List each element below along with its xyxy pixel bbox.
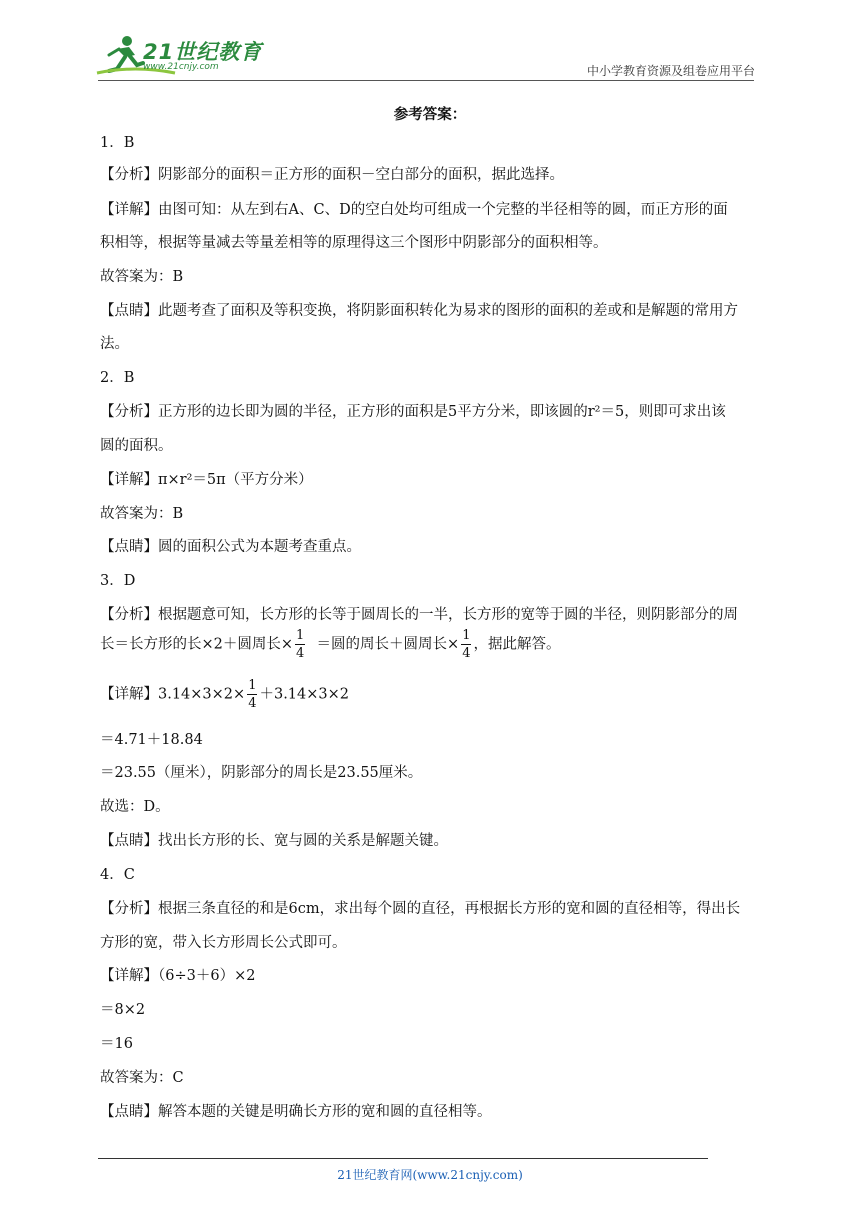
- footer-link[interactable]: 21世纪教育网(www.21cnjy.com): [337, 1168, 523, 1182]
- q3-analysis-2-part-b: ＝圆的周长＋圆周长×: [316, 636, 460, 653]
- q3-analysis-2-part-a: 长＝长方形的长×2＋圆周长×: [100, 636, 294, 653]
- fraction-denominator: 4: [248, 696, 257, 711]
- q1-answer: 1．B: [100, 135, 135, 151]
- q3-detail-part-a: 【详解】3.14×3×2×: [100, 686, 246, 703]
- logo-wordmark: 21世纪教育: [143, 40, 263, 64]
- q2-conclusion: 故答案为：B: [100, 506, 184, 522]
- logo-url: www.21cnjy.com: [143, 62, 219, 72]
- q3-conclusion: 故选：D。: [100, 799, 170, 815]
- footer-divider: [98, 1158, 708, 1159]
- q4-comment: 【点睛】解答本题的关键是明确长方形的宽和圆的直径相等。: [100, 1104, 492, 1120]
- q4-step-1: ＝8×2: [100, 1002, 146, 1018]
- q2-analysis-2: 圆的面积。: [100, 438, 173, 454]
- q4-answer: 4．C: [100, 867, 135, 883]
- q1-detail-2: 积相等，根据等量减去等量差相等的原理得这三个图形中阴影部分的面积相等。: [100, 235, 608, 251]
- q4-analysis-1: 【分析】根据三条直径的和是6cm，求出每个圆的直径，再根据长方形的宽和圆的直径相等，得出长: [100, 901, 741, 917]
- q1-comment-1: 【点睛】此题考查了面积及等积变换，将阴影面积转化为易求的图形的面积的差或和是解题的常用方: [100, 303, 738, 319]
- q3-detail: [100, 679, 349, 710]
- fraction-one-quarter: [461, 629, 471, 660]
- q2-analysis-1: 【分析】正方形的边长即为圆的半径，正方形的面积是5平方分米，即该圆的r²＝5，则即可求出该: [100, 404, 726, 420]
- q2-answer: 2．B: [100, 370, 135, 386]
- q2-comment: 【点睛】圆的面积公式为本题考查重点。: [100, 539, 361, 555]
- fraction-numerator: 1: [248, 678, 257, 693]
- header-divider: [98, 80, 754, 81]
- q1-analysis: 【分析】阴影部分的面积＝正方形的面积－空白部分的面积，据此选择。: [100, 167, 564, 183]
- q3-step-2: ＝23.55（厘米），阴影部分的周长是23.55厘米。: [100, 765, 423, 781]
- q1-detail-1: 【详解】由图可知：从左到右A、C、D的空白处均可组成一个完整的半径相等的圆，而正方形的面: [100, 202, 728, 218]
- q4-conclusion: 故答案为：C: [100, 1070, 184, 1086]
- q3-analysis-2-part-c: ，据此解答。: [473, 636, 561, 653]
- q3-step-1: ＝4.71＋18.84: [100, 732, 203, 748]
- fraction-numerator: 1: [296, 628, 305, 643]
- fraction-one-quarter: [247, 679, 257, 710]
- q3-analysis-2: [100, 629, 560, 660]
- q4-detail: 【详解】（6÷3＋6）×2: [100, 968, 256, 984]
- q1-conclusion: 故答案为：B: [100, 269, 184, 285]
- page-title: 参考答案：: [393, 106, 467, 123]
- q3-comment: 【点睛】找出长方形的长、宽与圆的关系是解题关键。: [100, 833, 448, 849]
- q1-comment-2: 法。: [100, 336, 129, 352]
- q3-answer: 3．D: [100, 573, 136, 589]
- q2-detail: 【详解】π×r²＝5π（平方分米）: [100, 472, 313, 488]
- q3-analysis-1: 【分析】根据题意可知，长方形的长等于圆周长的一半，长方形的宽等于圆的半径，则阴影部分的周: [100, 607, 738, 623]
- platform-name: 中小学教育资源及组卷应用平台: [586, 64, 755, 78]
- fraction-denominator: 4: [462, 646, 471, 661]
- q4-step-2: ＝16: [100, 1036, 133, 1052]
- fraction-denominator: 4: [296, 646, 305, 661]
- q4-analysis-2: 方形的宽，带入长方形周长公式即可。: [100, 935, 347, 951]
- fraction-numerator: 1: [462, 628, 471, 643]
- q3-detail-part-b: ＋3.14×3×2: [259, 686, 350, 703]
- fraction-one-quarter: [295, 629, 305, 660]
